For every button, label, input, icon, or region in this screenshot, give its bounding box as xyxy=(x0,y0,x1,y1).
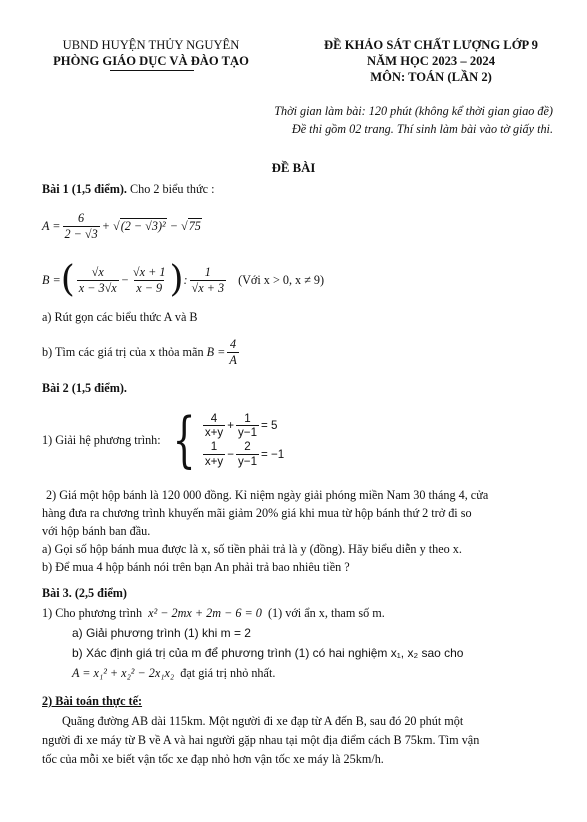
header-right-line1: ĐỀ KHẢO SÁT CHẤT LƯỢNG LỚP 9 xyxy=(324,38,538,52)
header-left-line2: PHÒNG GIÁO DỤC VÀ ĐÀO TẠO xyxy=(53,54,249,68)
bai3-q2-line3: tốc của mỗi xe biết vận tốc xe đạp nhỏ hơn vận tốc xe máy là 25km/h. xyxy=(42,752,384,766)
bai2-q2-line2: hàng đưa ra chương trình khuyến mãi giảm 20% giá khi mua từ hộp bánh thứ 2 trở đi so xyxy=(42,506,472,520)
bai2-q2-a: a) Gọi số hộp bánh mua được là x, số tiền phải trả là y (đồng). Hãy biểu diễn y theo x. xyxy=(42,542,462,556)
bai3-heading: Bài 3. (2,5 điểm) xyxy=(42,586,127,600)
note-time: Thời gian làm bài: 120 phút (không kể thời gian giao đề) xyxy=(274,104,553,118)
bai1-expr-b: B = ( $\frac{√x}{x - 3√x}$ − $\frac{√x + 1}{x - 9}$ ) : $\frac{1}{√x + 3}$ (Với x > 0, x ≠ 9) xyxy=(42,259,325,300)
bai3-q2-line1: Quãng đường AB dài 115km. Một người đi xe đạp từ A đến B, sau đó 20 phút một xyxy=(62,714,464,728)
header-right-line3: MÔN: TOÁN (LẦN 2) xyxy=(370,70,492,84)
bai1-expr-a: A = $\frac{6}{2 - √3}$ + √ (2 − √3)² − √ 75 xyxy=(42,211,201,241)
bai3-q1-a: a) Giải phương trình (1) khi m = 2 xyxy=(72,626,251,640)
bai3-q2-heading: 2) Bài toán thực tế: xyxy=(42,694,143,708)
bai2-system: 1) Giải hệ phương trình: { $\frac{4}{x+y}$ + $\frac{1}{y-1}$ = 5 $\frac{1}{x+y}$ − $\frac{2}{y-1}$ = −1 xyxy=(42,405,285,475)
bai2-q2-line1: 2) Giá một hộp bánh là 120 000 đồng. Kỉ niệm ngày giải phóng miền Nam 30 tháng 4, cửa xyxy=(46,488,489,502)
header-left-line1: UBND HUYỆN THỦY NGUYÊN xyxy=(62,38,240,52)
bai2-q2-b: b) Để mua 4 hộp bánh nói trên bạn An phải trả bao nhiêu tiền ? xyxy=(42,560,350,574)
bai1-part-b: b) Tìm các giá trị của x thỏa mãn B = $\frac{4}{A}$ xyxy=(42,337,237,367)
bai2-heading: Bài 2 (1,5 điểm). xyxy=(42,381,127,395)
bai3-q2-line2: người đi xe máy từ B về A và hai người gặp nhau tại một địa điểm cách B 75km. Tìm vận xyxy=(42,733,480,747)
page-title: ĐỀ BÀI xyxy=(271,161,316,175)
bai3-q1: 1) Cho phương trình x² − 2mx + 2m − 6 = 0 (1) với ẩn x, tham số m. xyxy=(42,606,385,620)
bai2-q2-line3: với hộp bánh ban đầu. xyxy=(42,524,151,538)
bai1-heading: Bài 1 (1,5 điểm). Cho 2 biểu thức : xyxy=(42,182,215,196)
bai1-part-a: a) Rút gọn các biểu thức A và B xyxy=(42,310,198,324)
bai3-q1-b: b) Xác định giá trị của m để phương trình (1) có hai nghiệm x₁, x₂ sao cho xyxy=(72,646,464,660)
header-right-line2: NĂM HỌC 2023 – 2024 xyxy=(366,54,496,68)
bai3-q1-b-expr: A = x₁² + x₂² − 2x₁x₂ đạt giá trị nhỏ nhất. xyxy=(72,666,276,680)
header-underline xyxy=(110,70,194,71)
note-pages: Đề thi gồm 02 trang. Thí sinh làm bài vào tờ giấy thi. xyxy=(291,122,553,136)
